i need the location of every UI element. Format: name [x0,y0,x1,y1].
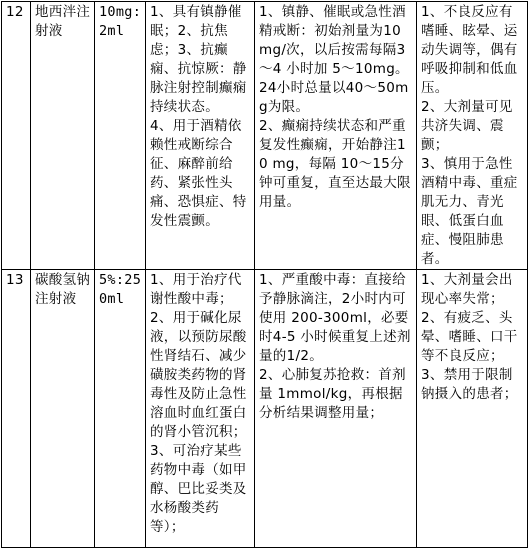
usage-item: 1、严重酸中毒：直接给予静脉滴注，2小时内可使用 200-300ml，必要时4-5 小时候重复上述剂量的1/2。 [259,272,411,364]
usage-item: 1、镇静、催眠或急性酒精戒断：初始剂量为10mg/次，以后按需每隔3～4 小时加 5～10mg。24小时总量以40～50mg为限。 [259,4,409,115]
indications-cell [146,270,255,548]
drug-name-cell: 地西泮注射液 [31,2,95,270]
adverse-reactions-cell [417,270,528,548]
spec-line: 0ml [99,291,125,307]
indication-item: 1、具有镇静催眠；2、抗焦虑；3、抗癫痫、抗惊厥：静脉注射控制癫痫持续状态。 [150,4,247,115]
adverse-reactions-cell [417,2,528,270]
spec-line: 10mg: [99,4,142,20]
spec-cell [95,270,146,548]
indications-cell [146,2,255,270]
spec-cell [95,2,146,270]
spec-line: 2ml [99,23,125,39]
row-number-cell: 13 [2,270,31,548]
adverse-item: 2、大剂量可见共济失调、震颤； [421,99,513,153]
adverse-item: 3、慎用于急性酒精中毒、重症肌无力、青光眼、低蛋白血症、慢阻肺患者。 [421,156,518,267]
table-row [2,2,528,270]
spec-line: 5%:25 [99,272,142,288]
indication-item: 1、用于治疗代谢性酸中毒； [150,272,242,307]
adverse-item: 3、禁用于限制钠摄入的患者； [421,367,518,402]
indication-item: 4、用于酒精依赖性戒断综合征、麻醉前给药、紧张性头痛、恐惧症、特发性震颤。 [150,118,247,229]
drug-name-cell: 碳酸氢钠注射液 [31,270,95,548]
usage-cell [255,270,417,548]
adverse-item: 2、有疲乏、头晕、嗜睡、口干等不良反应； [421,310,518,364]
indication-item: 2、用于碱化尿液，以预防尿酸性肾结石、减少磺胺类药物的肾毒性及防止急性溶血时血红蛋白的肾小管沉积； [150,310,247,440]
table-row [2,270,528,548]
usage-cell [255,2,417,270]
adverse-item: 1、不良反应有嗜睡、眩晕、运动失调等，偶有呼吸抑制和低血压。 [421,4,518,96]
adverse-item: 1、大剂量会出现心率失常； [421,272,513,307]
usage-item: 2、心肺复苏抢救：首剂量 1mmol/kg，再根据分析结果调整用量； [259,367,406,421]
drug-table [1,1,528,548]
row-number-cell: 12 [2,2,31,270]
indication-item: 3、可治疗某些药物中毒（如甲醇、巴比妥类及水杨酸类药等）； [150,443,247,535]
usage-item: 2、癫痫持续状态和严重复发性癫痫，开始静注10 mg，每隔 10～15分钟可重复，直至达最大限用量。 [259,118,411,210]
